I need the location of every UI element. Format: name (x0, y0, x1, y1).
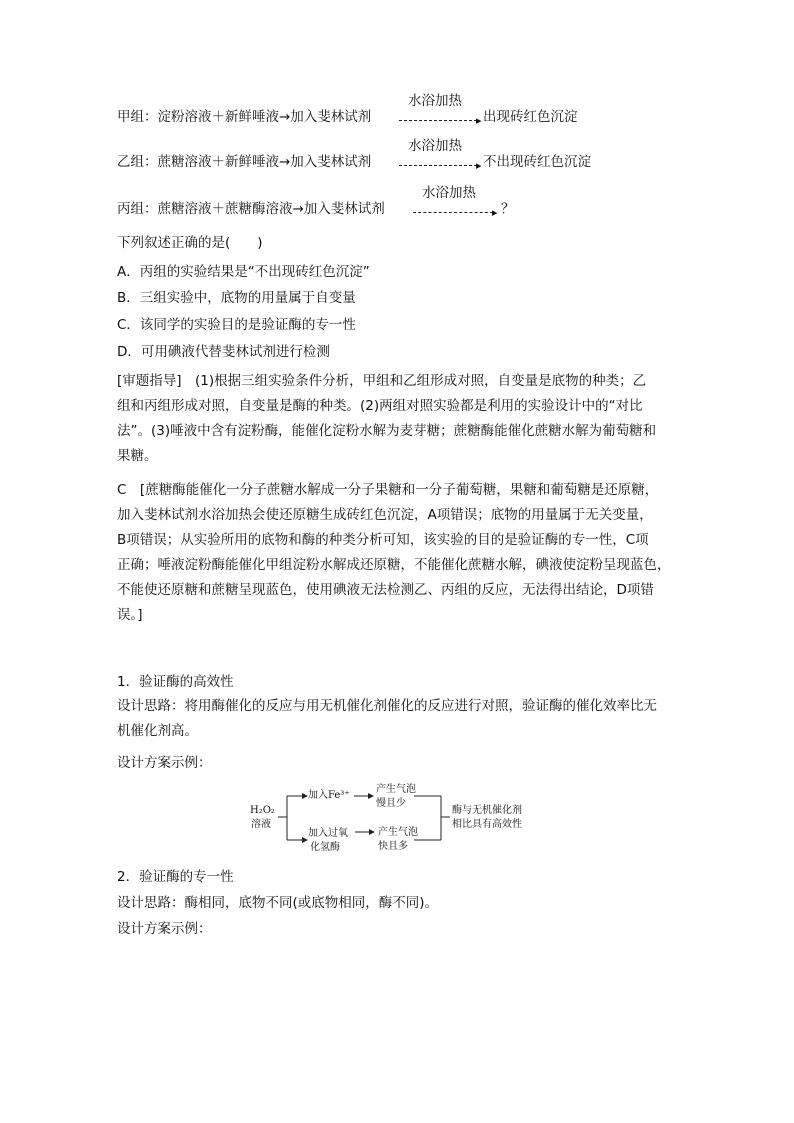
option-b: B．三组实验中，底物的用量属于自变量 (117, 290, 356, 306)
answer-line: 不能使还原糖和蔗糖呈现蓝色，使用碘液无法检测乙、丙组的反应，无法得出结论，D项错 (117, 582, 654, 598)
option-a: A．丙组的实验结果是“不出现砖红色沉淀” (117, 264, 370, 280)
equation-condition: 水浴加热 (408, 93, 462, 109)
answer-line: 误。] (117, 607, 143, 623)
equation-group-yi (117, 136, 717, 172)
dashed-arrow (413, 212, 493, 213)
design-idea-efficiency (117, 694, 677, 744)
section-heading-specificity: 2．验证酶的专一性 (117, 869, 234, 885)
design-idea-specificity: 设计思路：酶相同，底物不同(或底物相同，酶不同)。 (117, 895, 439, 911)
guide-line: 组和丙组形成对照，自变量是酶的种类。(2)两组对照实验都是利用的实验设计中的“对比 (117, 398, 643, 414)
equation-result: 不出现砖红色沉淀 (483, 154, 591, 170)
equation-lhs: 乙组：蔗糖溶液＋新鲜唾液→加入斐林试剂 (117, 154, 372, 170)
diagram-result-bottom-line2: 快且多 (378, 841, 408, 852)
option-d: D．可用碘液代替斐林试剂进行检测 (117, 344, 330, 360)
section-heading-efficiency: 1．验证酶的高效性 (117, 674, 234, 690)
equation-result: 出现砖红色沉淀 (483, 109, 578, 125)
design-example-label: 设计方案示例： (117, 921, 212, 937)
answer-explanation (117, 478, 677, 628)
arrow-head-icon: ▸ (492, 206, 498, 219)
equation-condition: 水浴加热 (422, 185, 476, 201)
diagram-conclusion-line2: 相比具有高效性 (452, 819, 522, 830)
option-c: C．该同学的实验目的是验证酶的专一性 (117, 317, 356, 333)
diagram-start-line2: 溶液 (251, 819, 271, 830)
answer-line: 正确；唾液淀粉酶能催化甲组淀粉水解成还原糖，不能催化蔗糖水解，碘液使淀粉呈现蓝色， (117, 557, 671, 573)
dashed-arrow (399, 165, 477, 166)
equation-lhs: 丙组：蔗糖溶液＋蔗糖酶溶液→加入斐林试剂 (117, 201, 385, 217)
equation-condition: 水浴加热 (408, 138, 462, 154)
equation-group-jia (117, 91, 717, 127)
diagram-branch-bottom-line2: 化氢酶 (310, 842, 340, 853)
idea-line: 设计思路：将用酶催化的反应与用无机催化剂催化的反应进行对照，验证酶的催化效率比无 (117, 698, 657, 714)
diagram-conclusion-line1: 酶与无机催化剂 (452, 805, 522, 816)
guide-line: [审题指导] (1)根据三组实验条件分析，甲组和乙组形成对照，自变量是底物的种类；乙 (117, 373, 647, 389)
diagram-start-line1: H₂O₂ (250, 805, 275, 816)
question-stem: 下列叙述正确的是( ) (117, 235, 263, 251)
guide-line: 法”。(3)唾液中含有淀粉酶，能催化淀粉水解为麦芽糖；蔗糖酶能催化蔗糖水解为葡萄糖和 (117, 423, 657, 439)
arrow-head-icon: ▸ (476, 114, 482, 127)
diagram-branch-top: 加入Fe³⁺ (308, 790, 350, 801)
diagram-result-top-line1: 产生气泡 (376, 784, 416, 795)
answer-line: C [蔗糖酶能催化一分子蔗糖水解成一分子果糖和一分子葡萄糖，果糖和葡萄糖是还原糖， (117, 482, 659, 498)
dashed-arrow (399, 120, 477, 121)
diagram-result-bottom-line1: 产生气泡 (378, 827, 418, 838)
analysis-guide (117, 369, 677, 469)
diagram-branch-bottom-line1: 加入过氧 (308, 828, 348, 839)
design-example-label: 设计方案示例： (117, 755, 212, 771)
equation-group-bing (117, 183, 717, 219)
efficiency-flow-diagram (250, 782, 550, 854)
idea-line: 机催化剂高。 (117, 723, 198, 739)
answer-line: 加入斐林试剂水浴加热会使还原糖生成砖红色沉淀，A项错误；底物的用量属于无关变量， (117, 507, 653, 523)
answer-line: B项错误；从实验所用的底物和酶的种类分析可知，该实验的目的是验证酶的专一性，C项 (117, 532, 649, 548)
equation-result: ？ (501, 201, 515, 217)
guide-line: 果糖。 (117, 448, 158, 464)
diagram-result-top-line2: 慢且少 (376, 798, 406, 809)
equation-lhs: 甲组：淀粉溶液＋新鲜唾液→加入斐林试剂 (117, 109, 372, 125)
arrow-head-icon: ▸ (476, 159, 482, 172)
